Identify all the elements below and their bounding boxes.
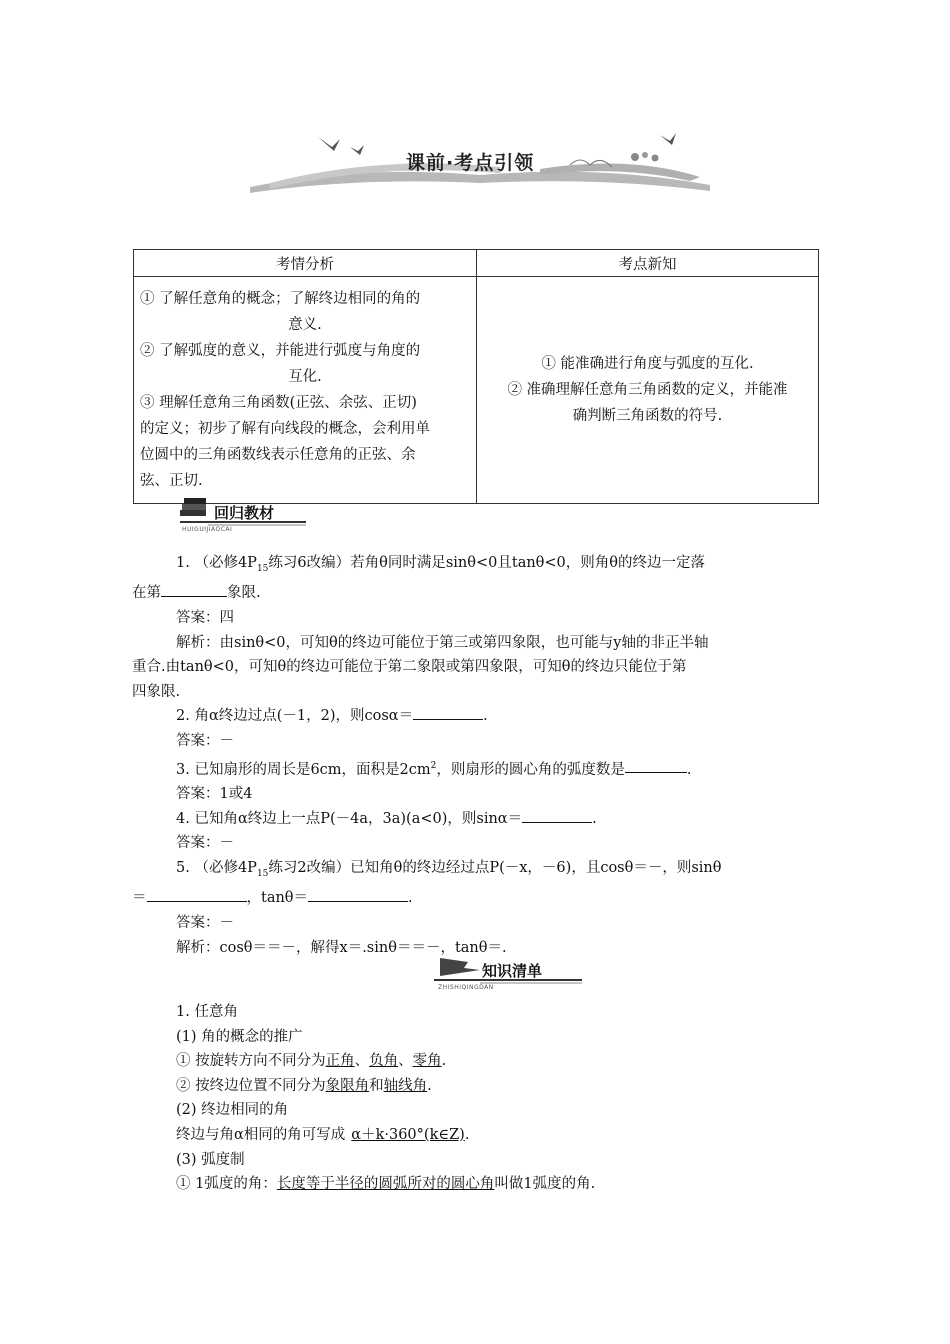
knowledge-same-terminal: 终边与角α相同的角可写成 α＋k·360°(k∈Z). [176, 1126, 470, 1143]
bird-icon [660, 133, 676, 145]
banner-title: 课前·考点引领 [406, 152, 535, 174]
analysis-cell [134, 277, 477, 504]
question-1: 1. （必修$4P_{15}$练习6改编）若角θ同时满足sinθ<0且tanθ<0，则角θ的终边一定落 [176, 555, 706, 574]
bird-icon [318, 137, 340, 151]
answer-3: 答案：1或4 [176, 786, 253, 803]
analysis-5: 解析：cosθ＝＝－，解得x＝.sinθ＝＝－，tanθ＝. [176, 939, 507, 956]
knowledge-item-position: ② 按终边位置不同分为象限角和轴线角. [176, 1077, 432, 1094]
analysis-item-3: ③ 理解任意角三角函数(正弦、余弦、正切) 的定义；初步了解有向线段的概念，会利用单 位圆中的三角函数线表示任意角的正弦、余 弦、正切. [140, 395, 430, 489]
bird-icon [350, 145, 364, 155]
section-title-textbook: 回归教材 [214, 504, 275, 522]
section-title-knowledge: 知识清单 [482, 962, 543, 980]
analysis-1-line3: 四象限. [132, 683, 181, 700]
knowledge-item-1: ① 能准确进行角度与弧度的互化. [541, 356, 754, 372]
answer-4: 答案：－ [176, 835, 234, 852]
section-header-textbook [178, 496, 308, 536]
question-5: 5. （必修$4P_{15}$练习2改编）已知角θ的终边经过点P(－x，－6)，且cosθ＝－，则sinθ [176, 859, 722, 879]
analysis-1-line1: 解析：由sinθ<0，可知θ的终边可能位于第三或第四象限，也可能与y轴的非正半轴 [176, 634, 709, 651]
knowledge-heading-1: 1. 任意角 [176, 1004, 238, 1020]
table-header-analysis: 考情分析 [134, 250, 477, 277]
question-4: 4. 已知角α终边上一点P(－4a，3a)(a<0)，则sinα＝ . [146, 807, 816, 832]
analysis-1-line2: 重合.由tanθ<0，可知θ的终边可能位于第二象限或第四象限，可知θ的终边只能位于第 [132, 659, 687, 676]
knowledge-sub-2: (2) 终边相同的角 [176, 1102, 289, 1119]
knowledge-sub-1: (1) 角的概念的推广 [176, 1028, 303, 1045]
knowledge-item-2-cont: 确判断三角函数的符号. [572, 408, 723, 424]
exam-analysis-table [133, 249, 819, 504]
new-knowledge-cell [477, 277, 819, 504]
question-3: 3. 已知扇形的周长是6cm，面积是$2cm^2$，则扇形的圆心角的弧度数是 . [146, 754, 816, 782]
table-header-new-knowledge: 考点新知 [477, 250, 819, 277]
knowledge-radian-def: ① 1弧度的角：长度等于半径的圆弧所对的圆心角叫做1弧度的角. [176, 1176, 596, 1193]
analysis-item-2: ② 了解弧度的意义，并能进行弧度与角度的 互化. [140, 343, 421, 385]
knowledge-sub-3: (3) 弧度制 [176, 1151, 245, 1168]
knowledge-item-rotation: ① 按旋转方向不同分为正角、负角、零角. [176, 1053, 447, 1070]
question-5-cont: ＝ ，tanθ＝ . [132, 886, 816, 911]
section-subtitle-textbook: HUIGUIJIAOCAI [182, 526, 233, 533]
answer-5: 答案：－ [176, 914, 234, 931]
question-1-cont: 在第 象限. [132, 581, 816, 606]
question-2: 2. 角α终边过点(－1，2)，则cosα＝ . [146, 704, 816, 729]
answer-1: 答案：四 [176, 610, 234, 627]
analysis-item-1: ① 了解任意角的概念；了解终边相同的角的 意义. [140, 291, 421, 333]
answer-2: 答案：－ [176, 733, 234, 750]
textbook-questions [132, 551, 816, 960]
knowledge-list [146, 1000, 816, 1197]
section-subtitle-knowledge: ZHISHIQINGDAN [438, 984, 494, 991]
section-header-knowledge [434, 952, 584, 992]
knowledge-item-2: ② 准确理解任意角三角函数的定义，并能准 [507, 382, 788, 398]
